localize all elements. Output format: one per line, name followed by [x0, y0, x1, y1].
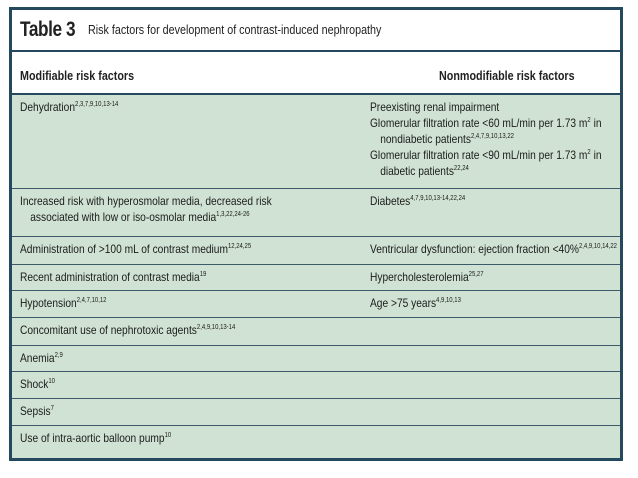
left-cell-line: [20, 241, 251, 257]
cell-text: Increased risk with hyperosmolar media, decreased risk: [20, 194, 272, 208]
left-cell-line: [20, 295, 106, 311]
right-cell-line: [370, 99, 602, 115]
table-title-bar: [12, 10, 620, 52]
cell-text: Ventricular dysfunction: ejection fraction <40%: [370, 242, 579, 256]
cell-text: Shock: [20, 377, 49, 391]
cell-text: associated with low or iso-osmolar media: [30, 210, 217, 224]
reference-superscript: 25,27: [468, 271, 484, 278]
cell-text: Dehydration: [20, 100, 76, 114]
right-cell: [370, 269, 484, 285]
reference-superscript: 2,4,9,10,14,22: [578, 243, 617, 250]
reference-superscript: 2,4,9,10,13-14: [196, 324, 236, 331]
reference-superscript: 2,4,7,9,10,13,22: [470, 133, 514, 140]
right-cell: [370, 193, 465, 209]
left-cell: [20, 322, 235, 338]
left-cell-line: [20, 376, 55, 392]
right-cell-line: [370, 131, 602, 147]
right-cell-line: [370, 193, 465, 209]
cell-text: Hypercholesterolemia: [370, 270, 469, 284]
left-cell: [20, 193, 272, 225]
left-cell: [20, 295, 106, 311]
left-cell: [20, 403, 54, 419]
left-cell-line: [20, 209, 272, 225]
cell-text: nondiabetic patients: [380, 132, 471, 146]
table-row: [12, 346, 620, 372]
left-cell: [20, 269, 206, 285]
table-row: [12, 237, 620, 265]
right-cell-line: [370, 295, 461, 311]
left-cell-line: [20, 99, 118, 115]
reference-superscript: 10: [164, 432, 172, 439]
cell-text: Use of intra-aortic balloon pump: [20, 431, 165, 445]
table-caption: Risk factors for development of contrast-induced nephropathy: [88, 23, 382, 37]
table-row: [12, 189, 620, 237]
right-cell-line: [370, 269, 484, 285]
table-frame: [9, 7, 623, 461]
table-number: Table 3: [20, 18, 76, 41]
table-row: [12, 426, 620, 454]
reference-superscript: 2,3,7,9,10,13-14: [75, 101, 119, 108]
reference-superscript: 2,4,7,10,12: [76, 297, 107, 304]
reference-superscript: 4,9,10,13: [436, 297, 461, 304]
table-row: [12, 291, 620, 318]
left-cell-line: [20, 350, 63, 366]
cell-text: Glomerular filtration rate <60 mL/min per 1.73 m: [370, 116, 588, 130]
right-cell: [370, 99, 602, 179]
cell-text: Anemia: [20, 351, 55, 365]
left-cell: [20, 350, 63, 366]
table-row: [12, 318, 620, 346]
left-cell: [20, 430, 171, 446]
reference-superscript: 12,24,25: [227, 243, 252, 250]
reference-superscript: 22,24: [453, 165, 469, 172]
table-row: [12, 399, 620, 426]
cell-text-tail: in: [590, 116, 602, 130]
cell-text: diabetic patients: [380, 164, 454, 178]
column-header-row: [12, 52, 620, 95]
left-cell-line: [20, 403, 54, 419]
left-cell-line: [20, 193, 272, 209]
cell-text: Preexisting renal impairment: [370, 100, 500, 114]
left-cell: [20, 99, 118, 115]
reference-superscript: 2,9: [54, 352, 63, 359]
right-cell-line: [370, 241, 617, 257]
reference-superscript: 7: [50, 405, 54, 412]
left-cell-line: [20, 269, 206, 285]
reference-superscript: 10: [48, 378, 55, 385]
right-cell-line: [370, 163, 602, 179]
right-cell-line: [370, 147, 602, 163]
cell-text: Age >75 years: [370, 296, 437, 310]
header-nonmodifiable: Nonmodifiable risk factors: [439, 69, 575, 83]
cell-text: Glomerular filtration rate <90 mL/min per 1.73 m: [370, 148, 588, 162]
reference-superscript: 19: [199, 271, 207, 278]
reference-superscript: 1,3,22,24-26: [216, 211, 250, 218]
cell-text: Sepsis: [20, 404, 51, 418]
header-modifiable: Modifiable risk factors: [20, 69, 135, 83]
left-cell: [20, 376, 55, 392]
cell-text: Recent administration of contrast media: [20, 270, 200, 284]
cell-text: Hypotension: [20, 296, 77, 310]
cell-text: Concomitant use of nephrotoxic agents: [20, 323, 197, 337]
table-row: [12, 95, 620, 189]
table-row: [12, 265, 620, 291]
left-cell-line: [20, 430, 171, 446]
cell-text: Diabetes: [370, 194, 411, 208]
left-cell: [20, 241, 251, 257]
reference-superscript: 2: [587, 149, 591, 156]
cell-text-tail: in: [590, 148, 602, 162]
left-cell-line: [20, 322, 235, 338]
cell-text: Administration of >100 mL of contrast medium: [20, 242, 228, 256]
right-cell: [370, 241, 617, 257]
right-cell-line: [370, 115, 602, 131]
reference-superscript: 2: [587, 117, 591, 124]
table-row: [12, 372, 620, 399]
reference-superscript: 4,7,9,10,13-14,22,24: [410, 195, 466, 202]
right-cell: [370, 295, 461, 311]
